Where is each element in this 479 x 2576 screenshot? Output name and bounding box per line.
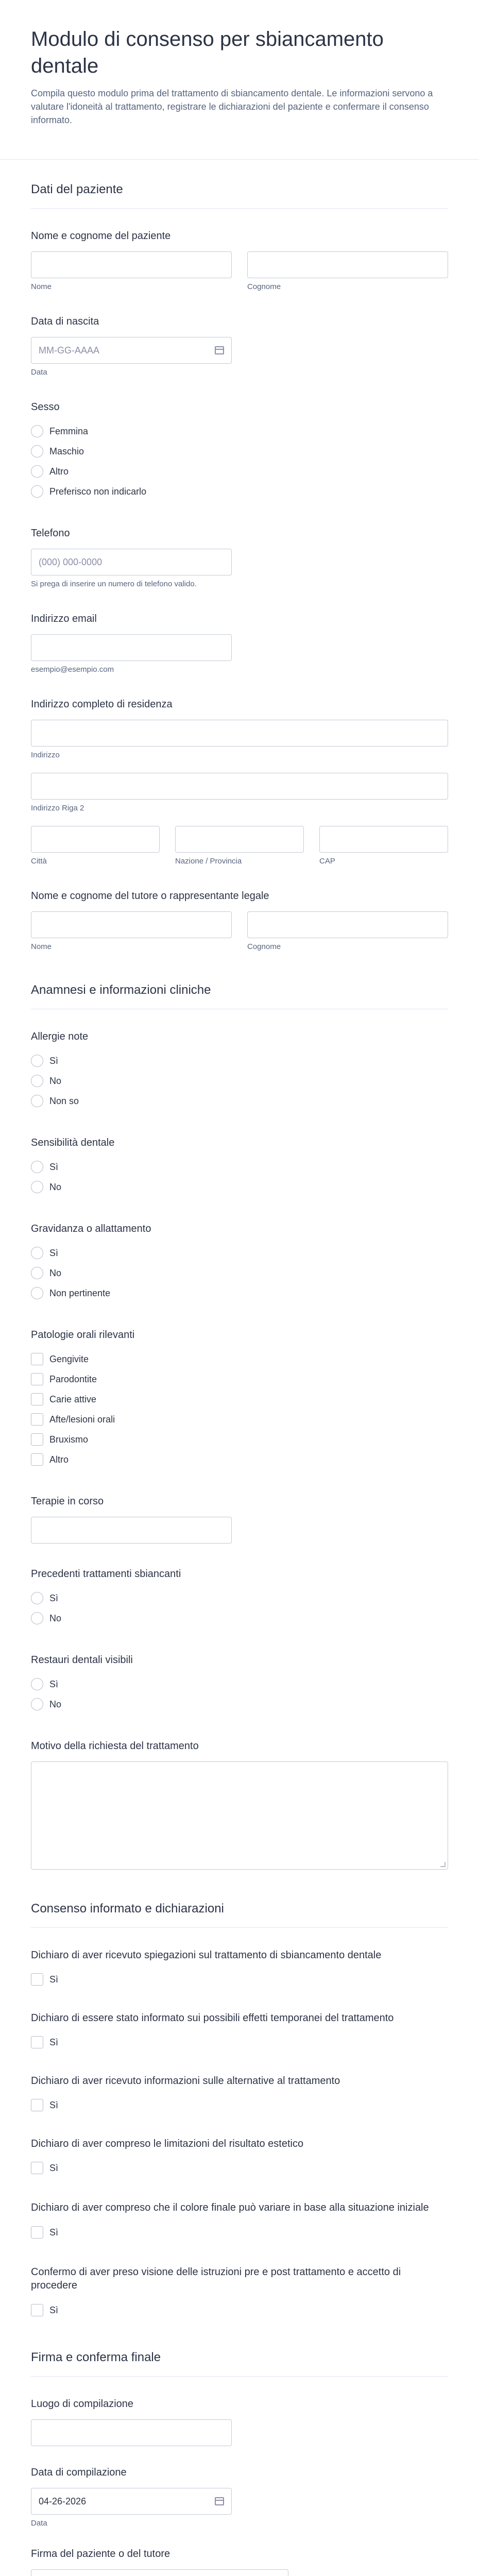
radio-button[interactable] bbox=[31, 1095, 43, 1107]
field-label: Precedenti trattamenti sbiancanti bbox=[31, 1568, 181, 1580]
therapy-field bbox=[31, 1480, 448, 1553]
field-label: Telefono bbox=[31, 528, 70, 539]
option-label: Non so bbox=[49, 1095, 79, 1106]
section-title: Anamnesi e informazioni cliniche bbox=[31, 960, 448, 1009]
sublabel: Data bbox=[31, 2519, 47, 2528]
zip-input[interactable] bbox=[319, 826, 448, 853]
guardian-last-input[interactable] bbox=[247, 911, 448, 938]
checkbox[interactable] bbox=[31, 1453, 43, 1466]
field-label: Data di compilazione bbox=[31, 2467, 127, 2478]
consent-item bbox=[31, 2250, 448, 2328]
sensitivity-field bbox=[31, 1122, 448, 1208]
option-label: Sì bbox=[49, 1161, 59, 1172]
checkbox[interactable] bbox=[31, 1353, 43, 1365]
field-label: Nome e cognome del paziente bbox=[31, 230, 171, 242]
checkbox[interactable] bbox=[31, 1373, 43, 1385]
radio-button[interactable] bbox=[31, 465, 43, 478]
radio-button[interactable] bbox=[31, 1698, 43, 1710]
place-input[interactable] bbox=[31, 2419, 232, 2446]
checkbox-option[interactable] bbox=[31, 2301, 448, 2319]
checkbox-option[interactable] bbox=[31, 2096, 448, 2114]
field-label: Confermo di aver preso visione delle istruzioni pre e post trattamento e accetto di procedere bbox=[31, 2266, 401, 2291]
radio-option[interactable] bbox=[31, 1609, 448, 1627]
consent-item bbox=[31, 2185, 448, 2250]
first-name-input[interactable] bbox=[31, 251, 232, 278]
radio-option[interactable] bbox=[31, 1052, 448, 1070]
radio-button[interactable] bbox=[31, 1267, 43, 1279]
option-label: Sì bbox=[49, 2162, 59, 2173]
street2-input[interactable] bbox=[31, 773, 448, 800]
sublabel: Nome bbox=[31, 282, 52, 291]
compile-date-field bbox=[31, 2451, 448, 2533]
option-label: Bruxismo bbox=[49, 1434, 89, 1445]
pregnancy-field bbox=[31, 1208, 448, 1314]
sublabel: Cognome bbox=[247, 282, 281, 291]
reason-field bbox=[31, 1725, 448, 1879]
compile-date-input[interactable] bbox=[31, 2488, 232, 2515]
radio-option[interactable] bbox=[31, 422, 448, 440]
option-label: Sì bbox=[49, 1974, 59, 1985]
field-label: Sesso bbox=[31, 401, 60, 413]
field-label: Gravidanza o allattamento bbox=[31, 1223, 151, 1234]
restorations-field bbox=[31, 1639, 448, 1725]
sublabel: Indirizzo Riga 2 bbox=[31, 804, 84, 812]
checkbox-option[interactable] bbox=[31, 1451, 448, 1468]
checkbox[interactable] bbox=[31, 1973, 43, 1986]
resize-handle-icon[interactable] bbox=[440, 1862, 446, 1867]
radio-button[interactable] bbox=[31, 1612, 43, 1624]
field-label: Sensibilità dentale bbox=[31, 1137, 115, 1148]
option-label: Sì bbox=[49, 1592, 59, 1603]
checkbox-option[interactable] bbox=[31, 1411, 448, 1428]
sex-field bbox=[31, 386, 448, 512]
option-label: Femmina bbox=[49, 426, 89, 436]
option-label: Altro bbox=[49, 1454, 69, 1465]
allergies-field bbox=[31, 1015, 448, 1122]
radio-option[interactable] bbox=[31, 1072, 448, 1090]
radio-button[interactable] bbox=[31, 425, 43, 437]
dob-input[interactable] bbox=[31, 337, 232, 364]
radio-option[interactable] bbox=[31, 1589, 448, 1607]
radio-button[interactable] bbox=[31, 445, 43, 457]
oral-pathologies-field bbox=[31, 1314, 448, 1480]
sublabel: Città bbox=[31, 857, 47, 866]
signature-field bbox=[31, 2533, 448, 2576]
guardian-field bbox=[31, 875, 448, 960]
radio-option[interactable] bbox=[31, 1675, 448, 1693]
field-label: Luogo di compilazione bbox=[31, 2398, 134, 2410]
sublabel: Si prega di inserire un numero di telefono valido. bbox=[31, 580, 197, 588]
section-medical bbox=[0, 960, 479, 1879]
sublabel: Indirizzo bbox=[31, 751, 60, 759]
radio-button[interactable] bbox=[31, 485, 43, 498]
radio-button[interactable] bbox=[31, 1181, 43, 1193]
checkbox-option[interactable] bbox=[31, 1391, 448, 1408]
field-label: Motivo della richiesta del trattamento bbox=[31, 1740, 199, 1752]
option-label: Preferisco non indicarlo bbox=[49, 486, 147, 497]
sublabel: Nazione / Provincia bbox=[175, 857, 242, 866]
therapy-input[interactable] bbox=[31, 1517, 232, 1544]
field-label: Indirizzo email bbox=[31, 613, 97, 624]
sublabel: esempio@esempio.com bbox=[31, 665, 114, 674]
radio-button[interactable] bbox=[31, 1592, 43, 1604]
previous-treatment-field bbox=[31, 1553, 448, 1639]
radio-option[interactable] bbox=[31, 1264, 448, 1282]
section-title: Firma e conferma finale bbox=[31, 2328, 448, 2377]
phone-input[interactable] bbox=[31, 549, 232, 575]
option-label: Altro bbox=[49, 466, 69, 477]
option-label: Sì bbox=[49, 2037, 59, 2047]
field-label: Restauri dentali visibili bbox=[31, 1654, 133, 1666]
checkbox-option[interactable] bbox=[31, 1971, 448, 1988]
consent-item bbox=[31, 1934, 448, 1997]
radio-option[interactable] bbox=[31, 1158, 448, 1176]
radio-option[interactable] bbox=[31, 1696, 448, 1713]
guardian-first-input[interactable] bbox=[31, 911, 232, 938]
phone-field bbox=[31, 512, 448, 598]
field-label: Dichiaro di aver compreso le limitazioni del risultato estetico bbox=[31, 2138, 304, 2149]
radio-button[interactable] bbox=[31, 1287, 43, 1299]
radio-option[interactable] bbox=[31, 1284, 448, 1302]
consent-item bbox=[31, 2123, 448, 2185]
checkbox-option[interactable] bbox=[31, 2224, 448, 2241]
checkbox[interactable] bbox=[31, 2304, 43, 2316]
placeholder: MM-GG-AAAA bbox=[39, 345, 100, 355]
radio-button[interactable] bbox=[31, 1678, 43, 1690]
checkbox[interactable] bbox=[31, 1413, 43, 1426]
option-label: Sì bbox=[49, 1055, 59, 1066]
radio-option[interactable] bbox=[31, 483, 448, 500]
section-consent bbox=[0, 1879, 479, 2328]
form-description: Compila questo modulo prima del trattamento di sbiancamento dentale. Le informazioni servono a valutare l'idoneità al trattamento, registrare le dichiarazioni del paziente e confermare il consenso informato. bbox=[31, 88, 433, 125]
dob-field bbox=[31, 300, 448, 386]
date-value: 04-26-2026 bbox=[39, 2496, 87, 2506]
form-title: Modulo di consenso per sbiancamento dentale bbox=[31, 28, 384, 77]
placeholder: (000) 000-0000 bbox=[39, 556, 102, 567]
checkbox[interactable] bbox=[31, 2226, 43, 2239]
checkbox[interactable] bbox=[31, 2162, 43, 2174]
field-label: Data di nascita bbox=[31, 316, 99, 327]
option-label: Carie attive bbox=[49, 1394, 97, 1404]
field-label: Dichiaro di aver ricevuto informazioni sulle alternative al trattamento bbox=[31, 2075, 340, 2087]
radio-button[interactable] bbox=[31, 1247, 43, 1259]
option-label: Afte/lesioni orali bbox=[49, 1414, 115, 1425]
option-label: No bbox=[49, 1699, 62, 1709]
option-label: Gengivite bbox=[49, 1353, 89, 1364]
city-input[interactable] bbox=[31, 826, 160, 853]
option-label: Sì bbox=[49, 2099, 59, 2110]
option-label: Non pertinente bbox=[49, 1287, 111, 1298]
calendar-icon[interactable] bbox=[215, 2497, 224, 2505]
patient-name-field bbox=[31, 215, 448, 300]
consent-item bbox=[31, 2060, 448, 2123]
field-label: Dichiaro di aver ricevuto spiegazioni sul trattamento di sbiancamento dentale bbox=[31, 1950, 382, 1961]
field-label: Indirizzo completo di residenza bbox=[31, 699, 173, 710]
checkbox-option[interactable] bbox=[31, 2033, 448, 2051]
radio-button[interactable] bbox=[31, 1075, 43, 1087]
option-label: Sì bbox=[49, 1679, 59, 1689]
radio-option[interactable] bbox=[31, 1244, 448, 1262]
option-label: Maschio bbox=[49, 446, 84, 456]
email-input[interactable] bbox=[31, 634, 232, 661]
street-input[interactable] bbox=[31, 720, 448, 747]
radio-option[interactable] bbox=[31, 443, 448, 460]
state-input[interactable] bbox=[175, 826, 304, 853]
checkbox-option[interactable] bbox=[31, 1370, 448, 1388]
option-label: No bbox=[49, 1267, 62, 1278]
sublabel: CAP bbox=[319, 857, 335, 866]
field-label: Terapie in corso bbox=[31, 1496, 104, 1507]
checkbox[interactable] bbox=[31, 1393, 43, 1405]
option-label: No bbox=[49, 1075, 62, 1086]
radio-option[interactable] bbox=[31, 1092, 448, 1110]
option-label: No bbox=[49, 1181, 62, 1192]
place-field bbox=[31, 2383, 448, 2451]
radio-option[interactable] bbox=[31, 463, 448, 480]
section-signature bbox=[0, 2328, 479, 2576]
field-label: Nome e cognome del tutore o rappresentante legale bbox=[31, 890, 269, 902]
field-label: Dichiaro di essere stato informato sui possibili effetti temporanei del trattamento bbox=[31, 2012, 394, 2024]
signature-pad[interactable] bbox=[31, 2569, 288, 2576]
option-label: Sì bbox=[49, 2227, 59, 2238]
radio-button[interactable] bbox=[31, 1161, 43, 1173]
section-title: Dati del paziente bbox=[31, 160, 448, 209]
form-header bbox=[0, 0, 479, 160]
radio-option[interactable] bbox=[31, 1178, 448, 1196]
field-label: Allergie note bbox=[31, 1031, 89, 1042]
email-field bbox=[31, 598, 448, 683]
field-label: Dichiaro di aver compreso che il colore finale può variare in base alla situazione iniziale bbox=[31, 2202, 429, 2213]
calendar-icon[interactable] bbox=[215, 346, 224, 354]
sublabel: Cognome bbox=[247, 942, 281, 951]
last-name-input[interactable] bbox=[247, 251, 448, 278]
consent-item bbox=[31, 1997, 448, 2060]
checkbox[interactable] bbox=[31, 2036, 43, 2048]
option-label: Sì bbox=[49, 2304, 59, 2315]
field-label: Patologie orali rilevanti bbox=[31, 1329, 135, 1341]
section-title: Consenso informato e dichiarazioni bbox=[31, 1879, 448, 1928]
checkbox[interactable] bbox=[31, 2099, 43, 2111]
option-label: Sì bbox=[49, 1247, 59, 1258]
option-label: Parodontite bbox=[49, 1374, 97, 1384]
section-patient-data bbox=[0, 160, 479, 960]
field-label: Firma del paziente o del tutore bbox=[31, 2548, 170, 2560]
checkbox-option[interactable] bbox=[31, 2159, 448, 2177]
checkbox[interactable] bbox=[31, 1433, 43, 1446]
sublabel: Data bbox=[31, 368, 47, 377]
checkbox-option[interactable] bbox=[31, 1350, 448, 1368]
sublabel: Nome bbox=[31, 942, 52, 951]
checkbox-option[interactable] bbox=[31, 1431, 448, 1448]
reason-textarea[interactable] bbox=[31, 1761, 448, 1870]
option-label: No bbox=[49, 1613, 62, 1623]
address-field bbox=[31, 683, 448, 875]
radio-button[interactable] bbox=[31, 1055, 43, 1067]
